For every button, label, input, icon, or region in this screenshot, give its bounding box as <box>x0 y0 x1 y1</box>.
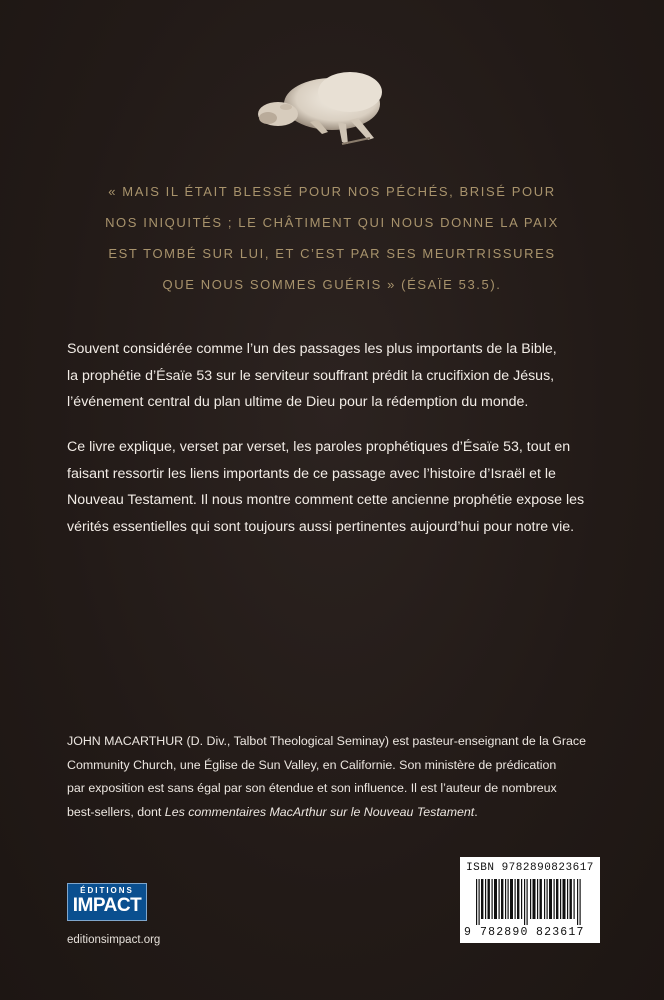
bio-line: JOHN MACARTHUR (D. Div., Talbot Theological Seminay) est pasteur-enseignant de la Grace <box>67 734 587 748</box>
bio-line-prefix: best-sellers, dont <box>67 804 165 819</box>
scripture-quote <box>60 176 604 300</box>
paragraph-line: faisant ressortir les liens importants de ce passage avec l’histoire d’Israël et le <box>67 465 556 482</box>
paragraph-line: vérités essentielles qui sont toujours aussi pertinentes aujourd’hui pour notre vie. <box>67 518 575 535</box>
description-paragraph-2 <box>67 434 612 540</box>
barcode-bars <box>474 879 586 925</box>
publisher-website[interactable]: editionsimpact.org <box>67 934 161 946</box>
logo-wordmark: IMPACT <box>72 895 142 916</box>
book-title: Les commentaires MacArthur sur le Nouveau Testament <box>164 804 475 819</box>
publisher-logo <box>67 883 147 921</box>
paragraph-line: Souvent considérée comme l’un des passages les plus importants de la Bible, <box>67 341 557 357</box>
isbn-barcode <box>460 857 600 943</box>
lamb-illustration <box>250 62 400 154</box>
bio-line: par exposition est sans égal par son étendue et son influence. Il est l’auteur de nombreux <box>67 781 557 795</box>
quote-line: EST TOMBÉ SUR LUI, ET C’EST PAR SES MEURTRISSURES <box>108 246 556 261</box>
barcode-digit-first: 9 <box>464 926 471 939</box>
description-paragraph-1 <box>67 336 612 416</box>
quote-line: « MAIS IL ÉTAIT BLESSÉ POUR NOS PÉCHÉS, BRISÉ POUR <box>108 184 556 199</box>
logo-subtitle: ÉDITIONS <box>80 886 134 895</box>
paragraph-line: l’événement central du plan ultime de Dieu pour la rédemption du monde. <box>67 394 529 410</box>
quote-line: NOS INIQUITÉS ; LE CHÂTIMENT QUI NOUS DONNE LA PAIX <box>105 215 559 230</box>
paragraph-line: Ce livre explique, verset par verset, les paroles prophétiques d’Ésaïe 53, tout en <box>67 439 571 455</box>
barcode-digits-right: 823617 <box>536 926 585 939</box>
bio-line: Community Church, une Église de Sun Valley, en Californie. Son ministère de prédication <box>67 757 557 772</box>
paragraph-line: Nouveau Testament. Il nous montre comment cette ancienne prophétie expose les <box>67 492 585 508</box>
quote-line: QUE NOUS SOMMES GUÉRIS » (ÉSAÏE 53.5). <box>162 277 502 292</box>
bio-line-suffix: . <box>474 804 478 819</box>
barcode-digits-left: 782890 <box>480 926 529 939</box>
author-bio <box>67 730 612 824</box>
bio-line <box>67 801 612 825</box>
paragraph-line: la prophétie d’Ésaïe 53 sur le serviteur souffrant prédit la crucifixion de Jésus, <box>67 367 555 384</box>
isbn-label: ISBN 9782890823617 <box>466 862 594 874</box>
